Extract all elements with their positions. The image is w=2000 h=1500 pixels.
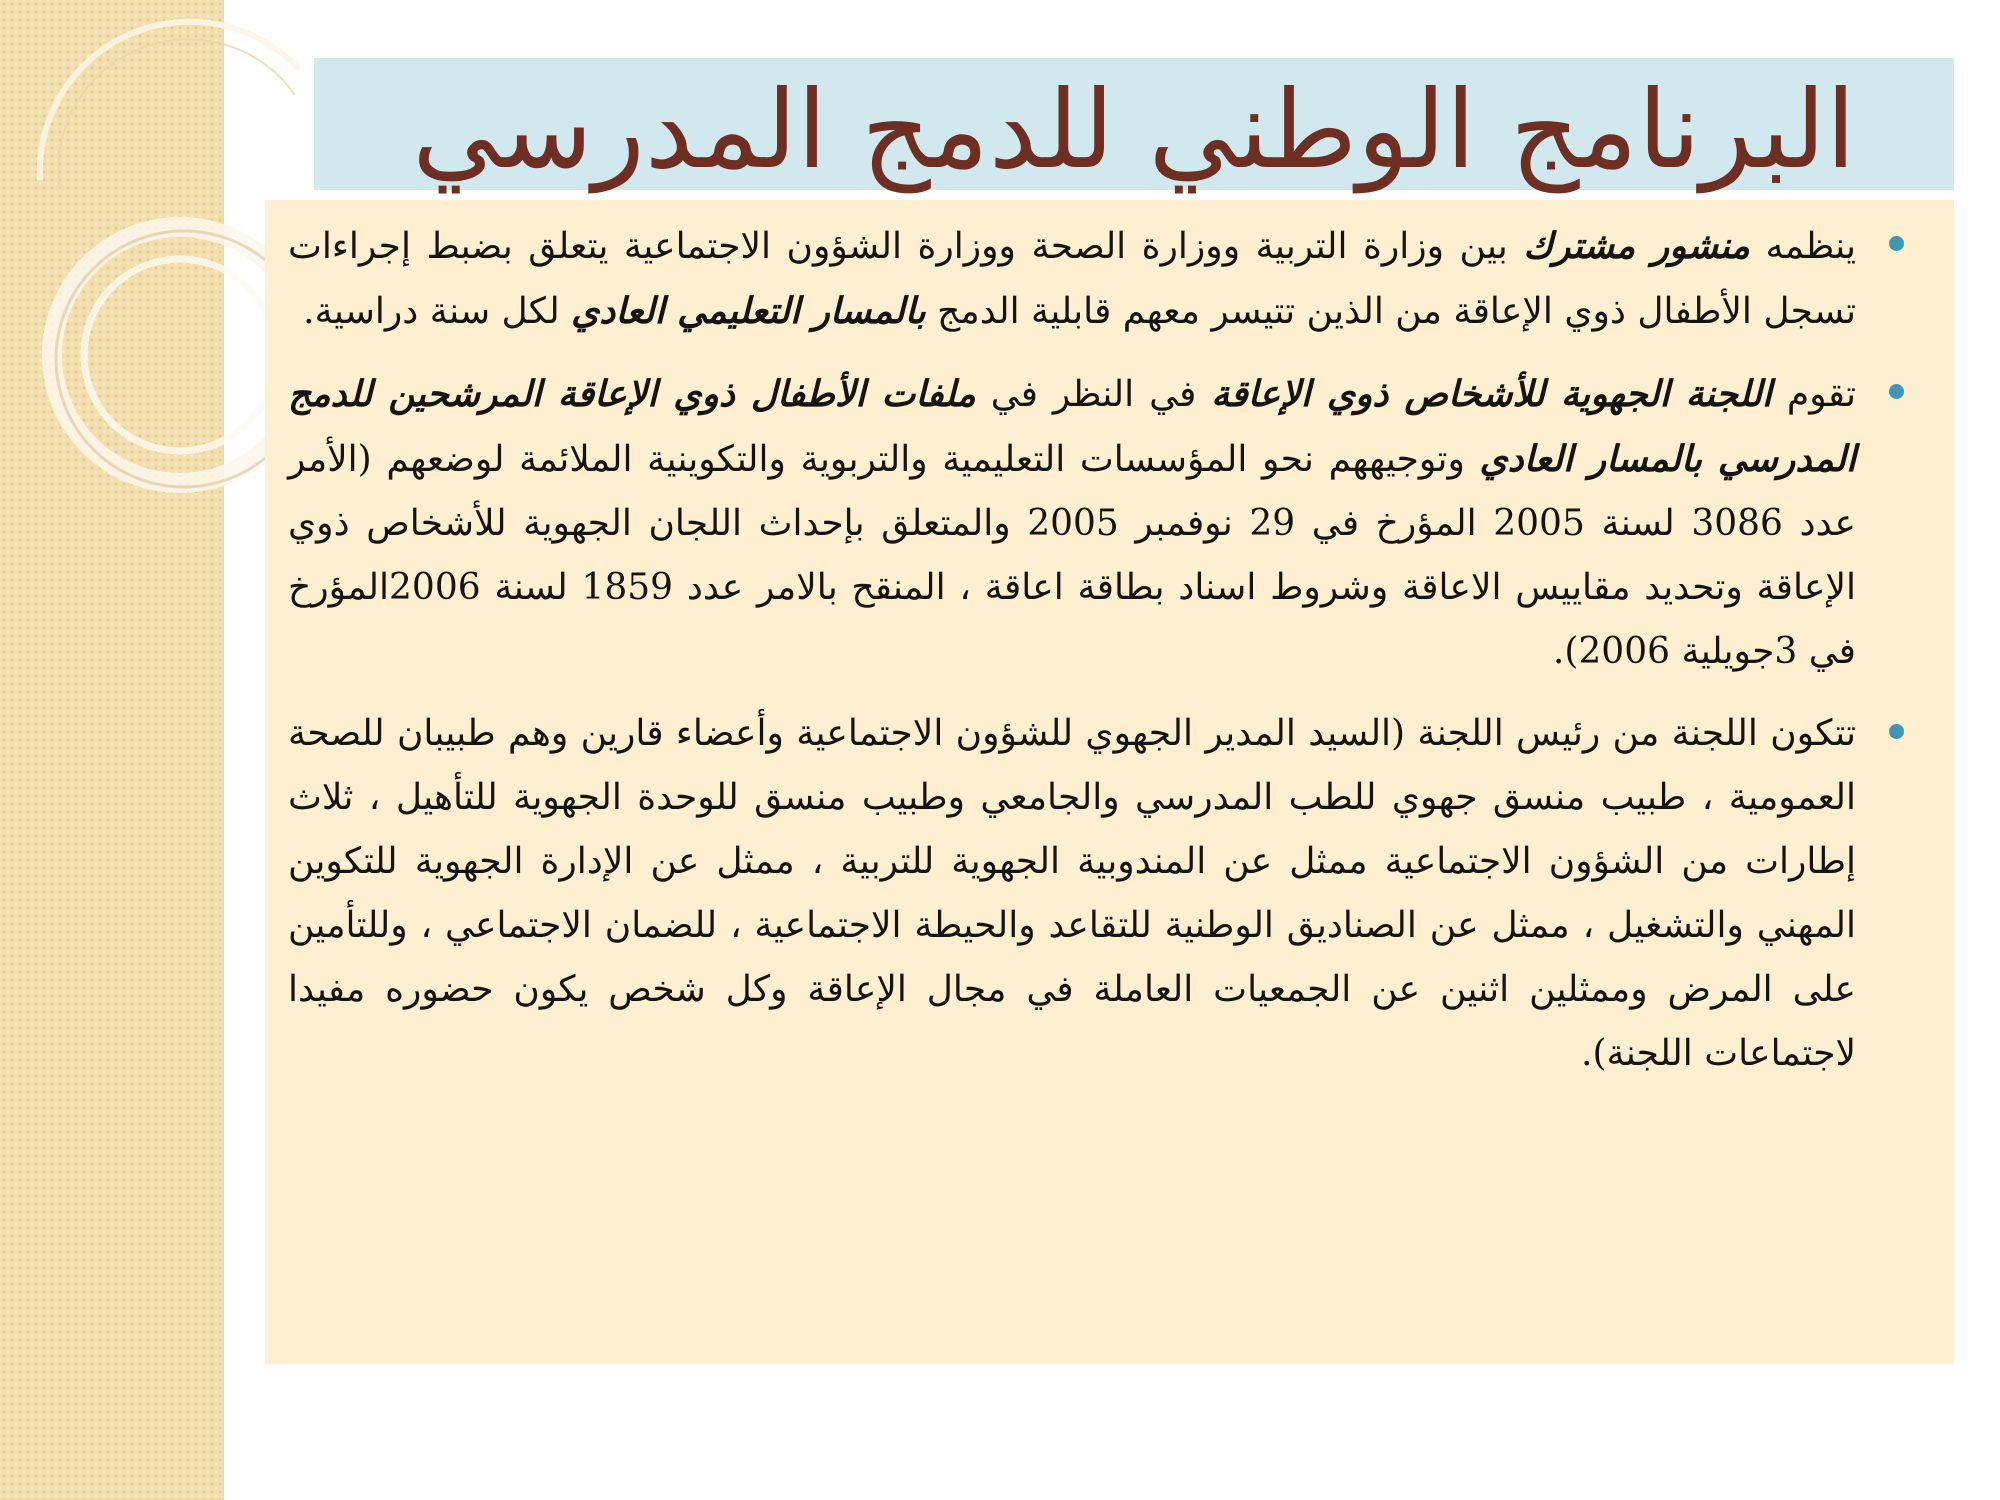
bullet-dot-icon xyxy=(1889,236,1904,251)
bullet-1-seg-3: بين وزارة التربية ووزارة الصحة ووزارة الشؤون الاجتماعية يتعلق بضبط إجراءات تسجل الأطفال ذوي الإعاقة من الذين تتيسر معهم قابلية الدمج xyxy=(288,226,1856,332)
bullet-2-text xyxy=(288,374,1856,672)
bullet-item-2 xyxy=(288,362,1856,684)
bullet-1-text xyxy=(288,226,1856,332)
bullet-3-seg-1: تتكون اللجنة من رئيس اللجنة (السيد المدير الجهوي للشؤون الاجتماعية وأعضاء قارين وهم طبيبان للصحة العمومية ، طبيب منسق جهوي للطب المدرسي والجامعي وطبيب منسق للوحدة الجهوية للتأهيل ، ثلاث إطارات من الشؤون الاجتماعية ممثل عن المندوبية الجهوية للتربية ، ممثل عن الإدارة الجهوية للتكوين المهني والتشغيل ، ممثل عن الصناديق الوطنية للتقاعد والحيطة الاجتماعية ، للضمان الاجتماعي ، وللتأمين على المرض وممثلين اثنين عن الجمعيات العاملة في مجال الإعاقة وكل شخص يكون حضوره مفيدا لاجتماعات اللجنة). xyxy=(288,713,1856,1074)
bullet-1-seg-1: ينظمه xyxy=(1749,226,1856,267)
bullet-3-text xyxy=(288,713,1856,1074)
bullet-list xyxy=(288,214,1856,1104)
slide-title: البرنامج الوطني للدمج المدرسي xyxy=(412,68,1856,193)
bullet-item-1 xyxy=(288,214,1856,344)
bullet-2-seg-3: في النظر في xyxy=(975,374,1212,415)
bullet-1-seg-5: لكل سنة دراسية. xyxy=(303,291,572,332)
bullet-2-seg-4-emphasis: ملفات الأطفال ذوي الإعاقة المرشحين للدمج المدرسي بالمسار العادي xyxy=(288,373,1856,480)
bullet-item-3 xyxy=(288,702,1856,1086)
bullet-1-seg-4-emphasis: بالمسار التعليمي العادي xyxy=(571,290,926,332)
bullet-2-seg-2-emphasis: اللجنة الجهوية للأشخاص ذوي الإعاقة xyxy=(1211,373,1772,415)
bullet-2-seg-1: تقوم xyxy=(1771,374,1857,415)
bullet-dot-icon xyxy=(1889,384,1904,399)
bullet-2-seg-5: وتوجيههم نحو المؤسسات التعليمية والتربوية والتكوينية الملائمة لوضعهم (الأمر عدد 3086 لسنة 2005 المؤرخ في 29 نوفمبر 2005 والمتعلق بإحداث اللجان الجهوية للأشخاص ذوي الإعاقة وتحديد مقاييس الاعاقة وشروط اسناد بطاقة اعاقة ، المنقح بالامر عدد 1859 لسنة 2006المؤرخ في 3جويلية 2006). xyxy=(288,439,1856,672)
side-pattern-strip xyxy=(0,0,222,1500)
side-strip-edge xyxy=(222,0,224,1500)
bullet-dot-icon xyxy=(1889,724,1904,739)
bullet-1-seg-2-emphasis: منشور مشترك xyxy=(1523,225,1750,267)
